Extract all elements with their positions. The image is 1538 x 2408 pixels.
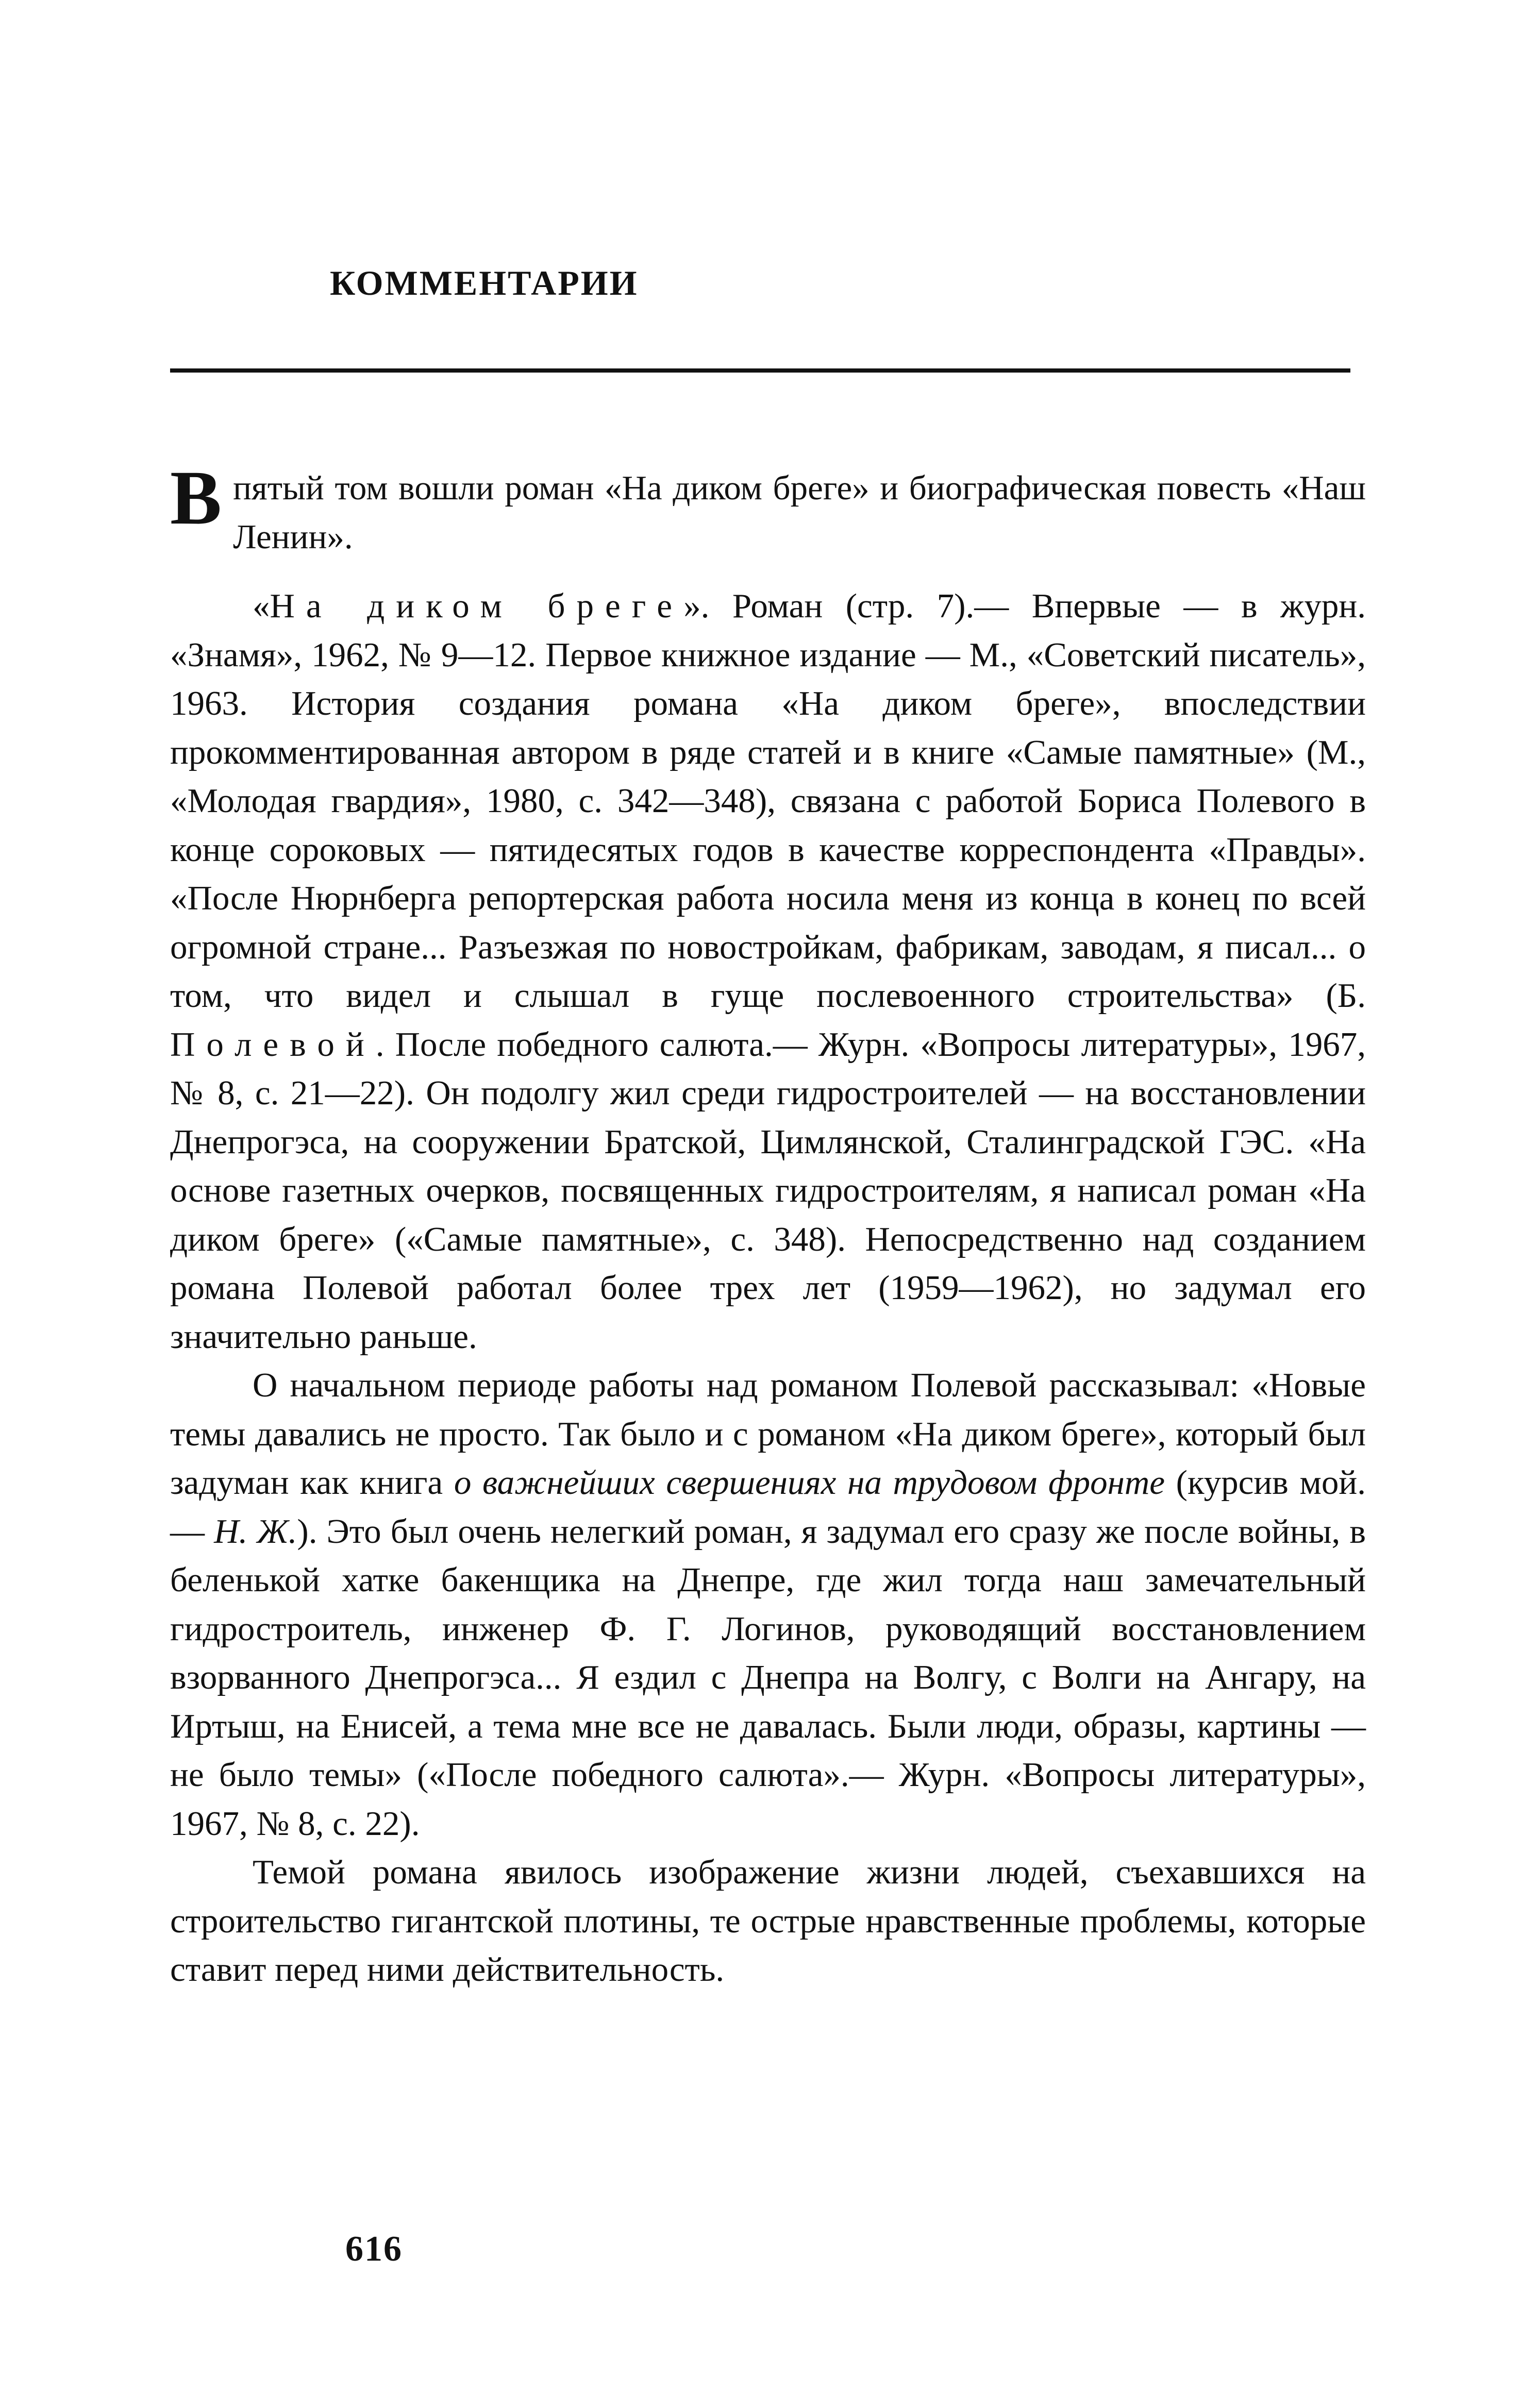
paragraph-2-text-3: ). Это был очень нелегкий роман, я задумал его сразу же после войны, в беленькой хатке бакенщика на Днепре, где жил тогда наш замечательный гидростроитель, инженер Ф. Г. Логинов, руководящий восстановлением взорванного Днепрогэса... Я ездил с Днепра на Волгу, с Волги на Ангару, на Иртыш, на Енисей, а тема мне все не давалась. Были люди, образы, картины — не было темы» («После победного салюта».— Журн. «Вопросы литературы», 1967, № 8, с. 22). [170,1512,1366,1843]
author-name-spaced: Полевой [170,1025,376,1064]
paragraph-2 [170,1361,1366,1848]
heading-divider [170,368,1350,373]
body-text [170,455,1366,1994]
paragraph-1-text-2: . После победного салюта.— Журн. «Вопросы литературы», 1967, № 8, с. 21—22). Он подолгу жил среди гидростроителей — на восстановлении Днепрогэса, на сооружении Братской, Цимлянской, Сталинградской ГЭС. «На основе газетных очерков, посвященных гидростроителям, я написал роман «На диком бреге» («Самые памятные», с. 348). Непосредственно над созданием романа Полевой работал более трех лет (1959—1962), но задумал его значительно раньше. [170,1025,1366,1356]
novel-title-spaced: На диком бреге [270,587,684,625]
drop-cap: В [170,455,222,541]
paragraph-2-text-2: (курсив мой.— [170,1463,1366,1551]
paragraph-1 [170,582,1366,1361]
paragraph-1-text: ». Роман (стр. 7).— Впервые — в журн. «Знамя», 1962, № 9—12. Первое книжное издание — М., «Советский писатель», 1963. История создания романа «На диком бреге», впоследствии прокомментированная автором в ряде статей и в книге «Самые памятные» (М., «Молодая гвардия», 1980, с. 342—348), связана с работой Бориса Полевого в конце сороковых — пятидесятых годов в качестве корреспондента «Правды». «После Нюрнберга репортерская работа носила меня из конца в конец по всей огромной стране... Разъезжая по новостройкам, фабрикам, заводам, я писал... о том, что видел и слышал в гуще послевоенного строительства» (Б. [170,587,1366,1015]
page-number: 616 [345,2229,403,2269]
paragraph-3 [170,1848,1366,1994]
paragraph-2-italic-initials: Н. Ж. [214,1512,297,1551]
intro-text: пятый том вошли роман «На диком бреге» и биографическая повесть «Наш Ленин». [233,469,1366,556]
paragraph-2-text: О начальном периоде работы над романом Полевой рассказывал: «Новые темы давались не просто. Так было и с романом «На диком бреге», который был задуман как книга [170,1366,1366,1502]
paragraph-3-text: Темой романа явилось изображение жизни людей, съехавшихся на строительство гигантской плотины, те острые нравственные проблемы, которые ставит перед ними действительность. [170,1853,1366,1989]
quote-open: « [253,587,270,625]
paragraph-2-italic: о важнейших свершениях на трудовом фронте [454,1463,1165,1502]
section-heading: КОММЕНТАРИИ [330,263,639,302]
intro-paragraph [170,455,1366,561]
